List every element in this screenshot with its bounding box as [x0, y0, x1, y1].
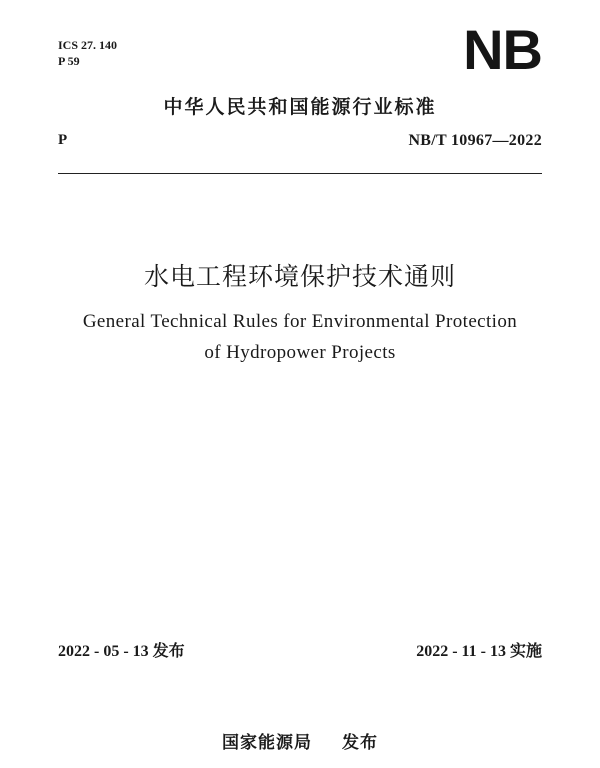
ics-code: ICS 27. 140 [58, 38, 118, 52]
implementation-date: 2022 - 11 - 13 [416, 643, 506, 660]
implementation-date-block [416, 638, 542, 661]
publisher-line [0, 728, 600, 753]
issue-date-block [58, 638, 185, 661]
publisher-name: 国家能源局 [222, 733, 312, 753]
standard-type-heading: 中华人民共和国能源行业标准 [163, 96, 437, 118]
issue-label: 发布 [152, 641, 185, 660]
title-chinese: 水电工程环境保护技术通则 [143, 262, 456, 291]
nb-logo: NB [463, 18, 542, 81]
publish-label: 发布 [342, 733, 378, 753]
title-english-line-1: General Technical Rules for Environmental Protection [82, 311, 518, 332]
header-divider [58, 173, 542, 174]
classification-letter: P [58, 132, 68, 148]
title-english [0, 306, 600, 368]
standard-number: NB/T 10967—2022 [408, 132, 542, 149]
ics-classification [58, 37, 117, 69]
class-code: P 59 [58, 54, 80, 68]
title-english-line-2: of Hydropower Projects [204, 342, 396, 363]
implementation-label: 实施 [509, 641, 542, 660]
issue-date: 2022 - 05 - 13 [58, 643, 149, 660]
